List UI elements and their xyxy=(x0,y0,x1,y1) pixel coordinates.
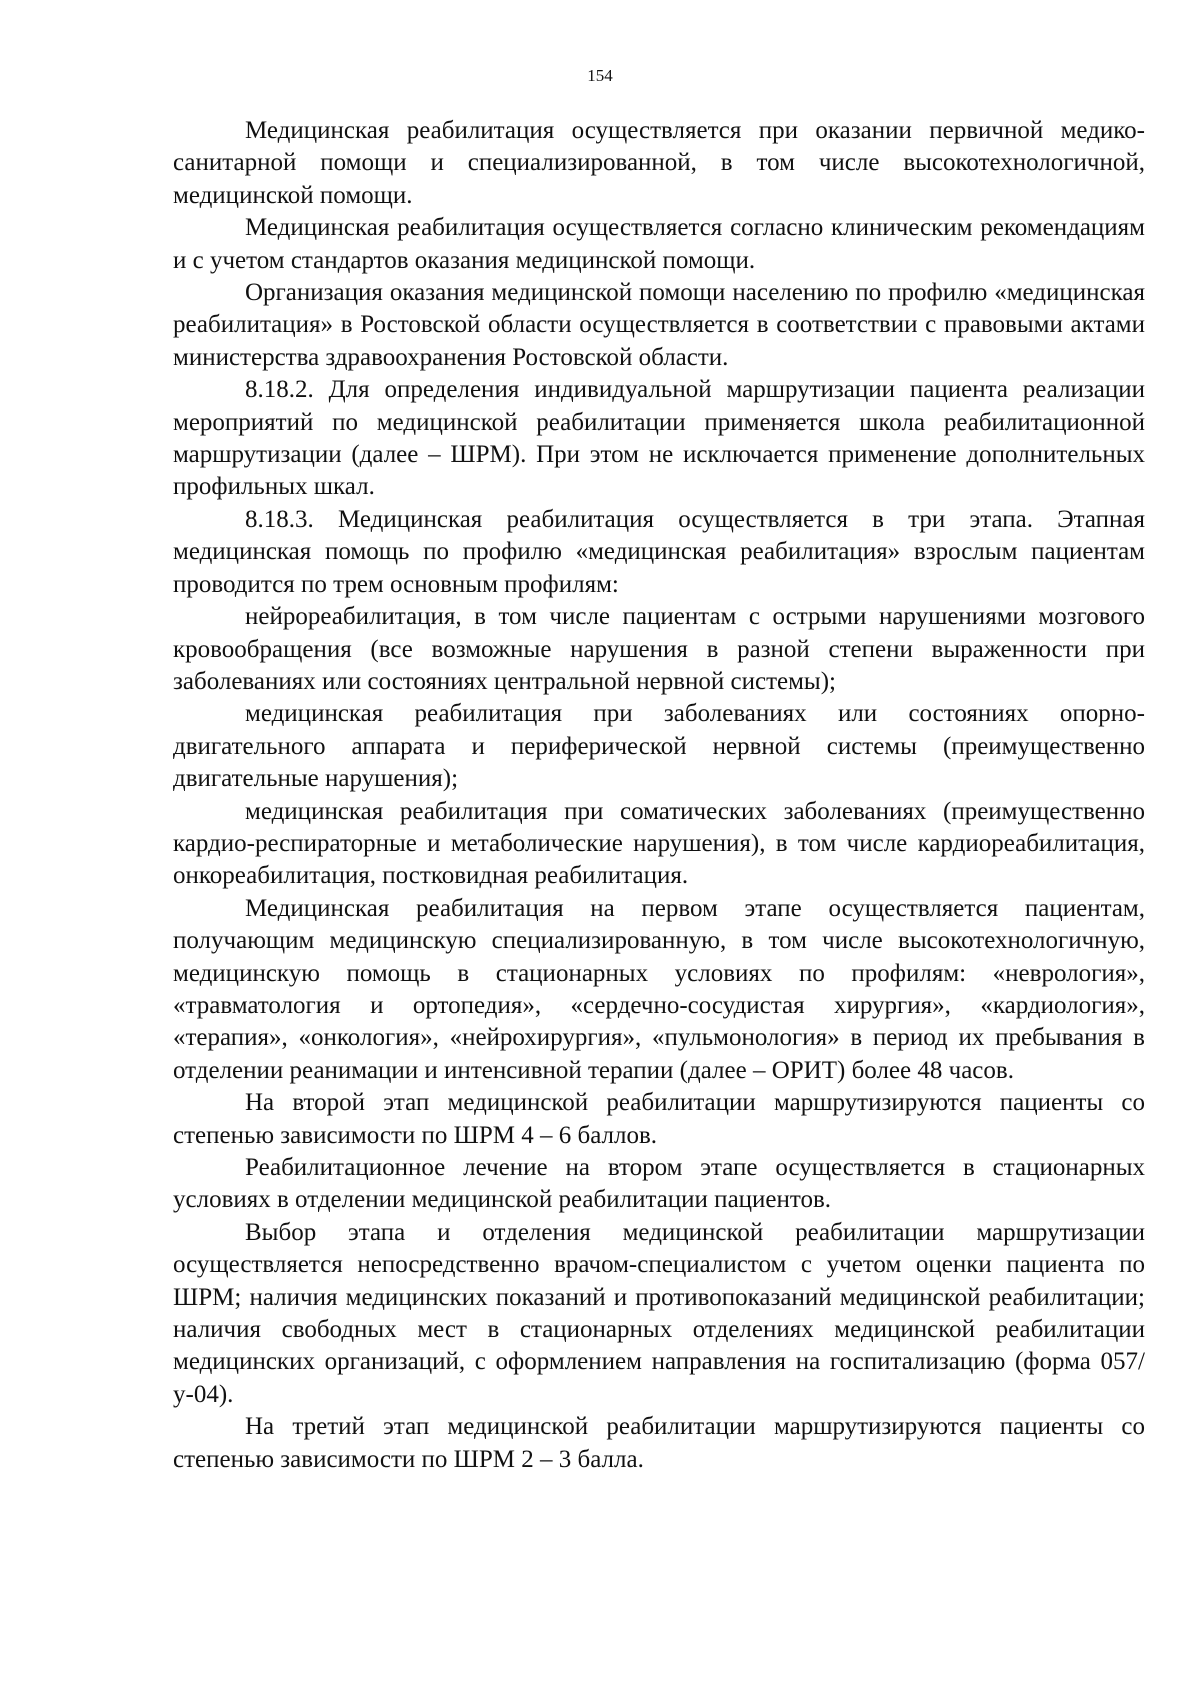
list-item: медицинская реабилитация при соматических заболеваниях (преимущественно кардио-респираторные и метаболические нарушения), в том числе кардиореабилитация, онкореабилитация, постковидная реабилитация. xyxy=(173,797,1145,890)
paragraph: 8.18.2. Для определения индивидуальной маршрутизации пациента реализации мероприятий по медицинской реабилитации применяется школа реабилитационной маршрутизации (далее – ШРМ). При этом не исключается применение дополнительных профильных шкал. xyxy=(173,376,1145,501)
paragraph: На второй этап медицинской реабилитации маршрутизируются пациенты со степенью зависимости по ШРМ 4 – 6 баллов. xyxy=(173,1089,1145,1149)
paragraph: Медицинская реабилитация осуществляется согласно клиническим рекомендациям и с учетом стандартов оказания медицинской помощи. xyxy=(173,214,1145,274)
paragraph: Организация оказания медицинской помощи населению по профилю «медицинская реабилитация» в Ростовской области осуществляется в соответствии с правовыми актами министерства здравоохранения Ростовской области. xyxy=(173,279,1145,371)
paragraph: 8.18.3. Медицинская реабилитация осуществляется в три этапа. Этапная медицинская помощь по профилю «медицинская реабилитация» взрослым пациентам проводится по трем основным профилям: xyxy=(173,505,1145,598)
paragraph: Медицинская реабилитация на первом этапе осуществляется пациентам, получающим медицинскую специализированную, в том числе высокотехнологичную, медицинскую помощь в стационарных условиях по профилям: «неврология», «травматология и ортопедия», «сердечно-сосудистая хирургия», «кардиология», «терапия», «онкология», «нейрохирургия», «пульмонология» в период их пребывания в отделении реанимации и интенсивной терапии (далее – ОРИТ) более 48 часов. xyxy=(173,894,1145,1084)
paragraph: Реабилитационное лечение на втором этапе осуществляется в стационарных условиях в отделении медицинской реабилитации пациентов. xyxy=(173,1154,1145,1214)
paragraph: На третий этап медицинской реабилитации маршрутизируются пациенты со степенью зависимости по ШРМ 2 – 3 балла. xyxy=(173,1413,1145,1473)
paragraph: Медицинская реабилитация осуществляется при оказании первичной медико-санитарной помощи и специализированной, в том числе высокотехнологичной, медицинской помощи. xyxy=(173,117,1145,209)
list-item: медицинская реабилитация при заболеваниях или состояниях опорно-двигательного аппарата и периферической нервной системы (преимущественно двигательные нарушения); xyxy=(173,700,1145,793)
list-item: нейрореабилитация, в том числе пациентам с острыми нарушениями мозгового кровообращения (все возможные нарушения в разной степени выраженности при заболеваниях или состояниях центральной нервной системы); xyxy=(173,603,1145,695)
body-text xyxy=(173,115,1145,1476)
page-number: 154 xyxy=(587,66,613,85)
paragraph: Выбор этапа и отделения медицинской реабилитации маршрутизации осуществляется непосредственно врачом-специалистом с учетом оценки пациента по ШРМ; наличия медицинских показаний и противопоказаний медицинской реабилитации; наличия свободных мест в стационарных отделениях медицинской реабилитации медицинских организаций, с оформлением направления на госпитализацию (форма 057/у-04). xyxy=(173,1218,1145,1408)
